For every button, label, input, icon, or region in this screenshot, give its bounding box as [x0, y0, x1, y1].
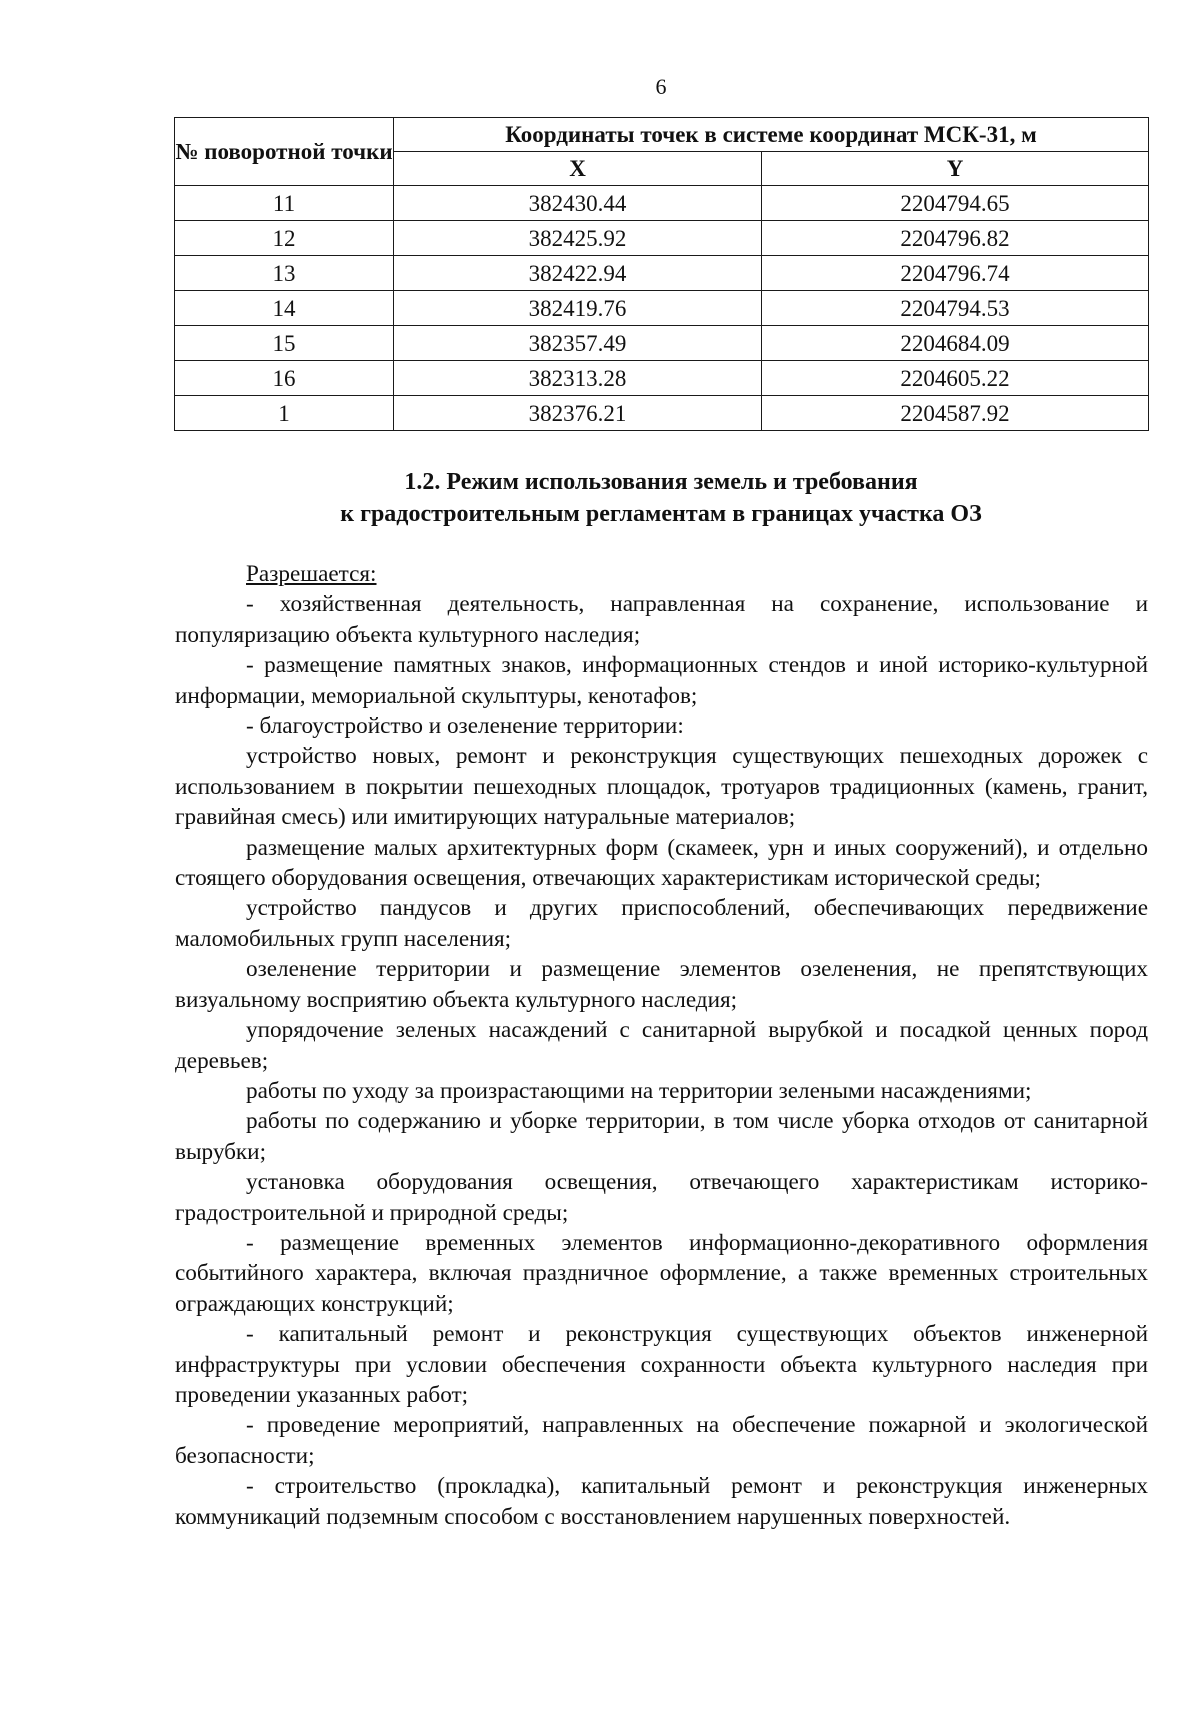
y-cell: 2204794.53: [762, 291, 1149, 326]
y-cell: 2204605.22: [762, 361, 1149, 396]
table-row: [175, 361, 1149, 396]
point-cell: 14: [175, 291, 394, 326]
x-cell: 382376.21: [394, 396, 762, 431]
paragraph: - размещение временных элементов информационно-декоративного оформления событийного характера, включая праздничное оформление, а также временных строительных ограждающих конструкций;: [175, 1229, 1148, 1317]
allowed-heading-text: Разрешается:: [246, 561, 377, 587]
paragraph: устройство пандусов и других приспособлений, обеспечивающих передвижение маломобильных групп населения;: [175, 895, 1148, 952]
paragraph: озеленение территории и размещение элементов озеленения, не препятствующих визуальному восприятию объекта культурного наследия;: [175, 956, 1148, 1013]
paragraph: установка оборудования освещения, отвечающего характеристикам историко-градостроительной и природной среды;: [175, 1169, 1148, 1226]
x-cell: 382419.76: [394, 291, 762, 326]
page-number: 6: [655, 74, 667, 99]
paragraph: упорядочение зеленых насаждений с санитарной вырубкой и посадкой ценных пород деревьев;: [175, 1017, 1148, 1074]
paragraph: устройство новых, ремонт и реконструкция существующих пешеходных дорожек с использованием в покрытии пешеходных площадок, тротуаров традиционных (камень, гранит, гравийная смесь) или имитирующих натуральные материалов;: [175, 743, 1148, 831]
x-cell: 382430.44: [394, 186, 762, 221]
point-cell: 16: [175, 361, 394, 396]
paragraph: - благоустройство и озеленение территории:: [246, 713, 684, 740]
coordinates-column-header: Координаты точек в системе координат МСК-31, м: [394, 118, 1149, 152]
allowed-heading: [175, 559, 1148, 589]
x-cell: 382313.28: [394, 361, 762, 396]
table-row: [175, 291, 1149, 326]
point-cell: 11: [175, 186, 394, 221]
point-cell: 12: [175, 221, 394, 256]
y-cell: 2204796.82: [762, 221, 1149, 256]
body-text: [175, 559, 1148, 1532]
point-cell: 15: [175, 326, 394, 361]
section-heading-line-2: к градостроительным регламентам в границах участка ОЗ: [340, 501, 982, 527]
table-row: [175, 221, 1149, 256]
y-cell: 2204587.92: [762, 396, 1149, 431]
x-cell: 382357.49: [394, 326, 762, 361]
paragraph: - строительство (прокладка), капитальный ремонт и реконструкция инженерных коммуникаций подземным способом с восстановлением нарушенных поверхностей.: [175, 1473, 1148, 1530]
paragraph: - капитальный ремонт и реконструкция существующих объектов инженерной инфраструктуры при условии обеспечения сохранности объекта культурного наследия при проведении указанных работ;: [175, 1321, 1148, 1408]
paragraph: работы по уходу за произрастающими на территории зелеными насаждениями;: [246, 1077, 1032, 1104]
point-column-header: № поворотной точки: [175, 118, 394, 186]
y-cell: 2204794.65: [762, 186, 1149, 221]
table-row: [175, 186, 1149, 221]
section-heading: [170, 466, 1152, 530]
table-row: [175, 326, 1149, 361]
point-cell: 1: [175, 396, 394, 431]
paragraph: размещение малых архитектурных форм (скамеек, урн и иных сооружений), и отдельно стоящего оборудования освещения, отвечающих характеристикам исторической среды;: [175, 834, 1148, 892]
section-heading-line-1: 1.2. Режим использования земель и требования: [404, 469, 918, 495]
paragraph: - проведение мероприятий, направленных на обеспечение пожарной и экологической безопасности;: [175, 1412, 1148, 1469]
paragraph: работы по содержанию и уборке территории, в том числе уборка отходов от санитарной вырубки;: [175, 1108, 1148, 1165]
y-cell: 2204684.09: [762, 326, 1149, 361]
x-column-header: X: [394, 152, 762, 186]
coordinates-table: [174, 117, 1149, 431]
x-cell: 382422.94: [394, 256, 762, 291]
table-row: [175, 256, 1149, 291]
table-row: [175, 396, 1149, 431]
x-cell: 382425.92: [394, 221, 762, 256]
paragraph: - размещение памятных знаков, информационных стендов и иной историко-культурной информации, мемориальной скульптуры, кенотафов;: [175, 652, 1148, 709]
y-column-header: Y: [762, 152, 1149, 186]
point-cell: 13: [175, 256, 394, 291]
paragraph: - хозяйственная деятельность, направленная на сохранение, использование и популяризацию объекта культурного наследия;: [175, 591, 1148, 648]
y-cell: 2204796.74: [762, 256, 1149, 291]
